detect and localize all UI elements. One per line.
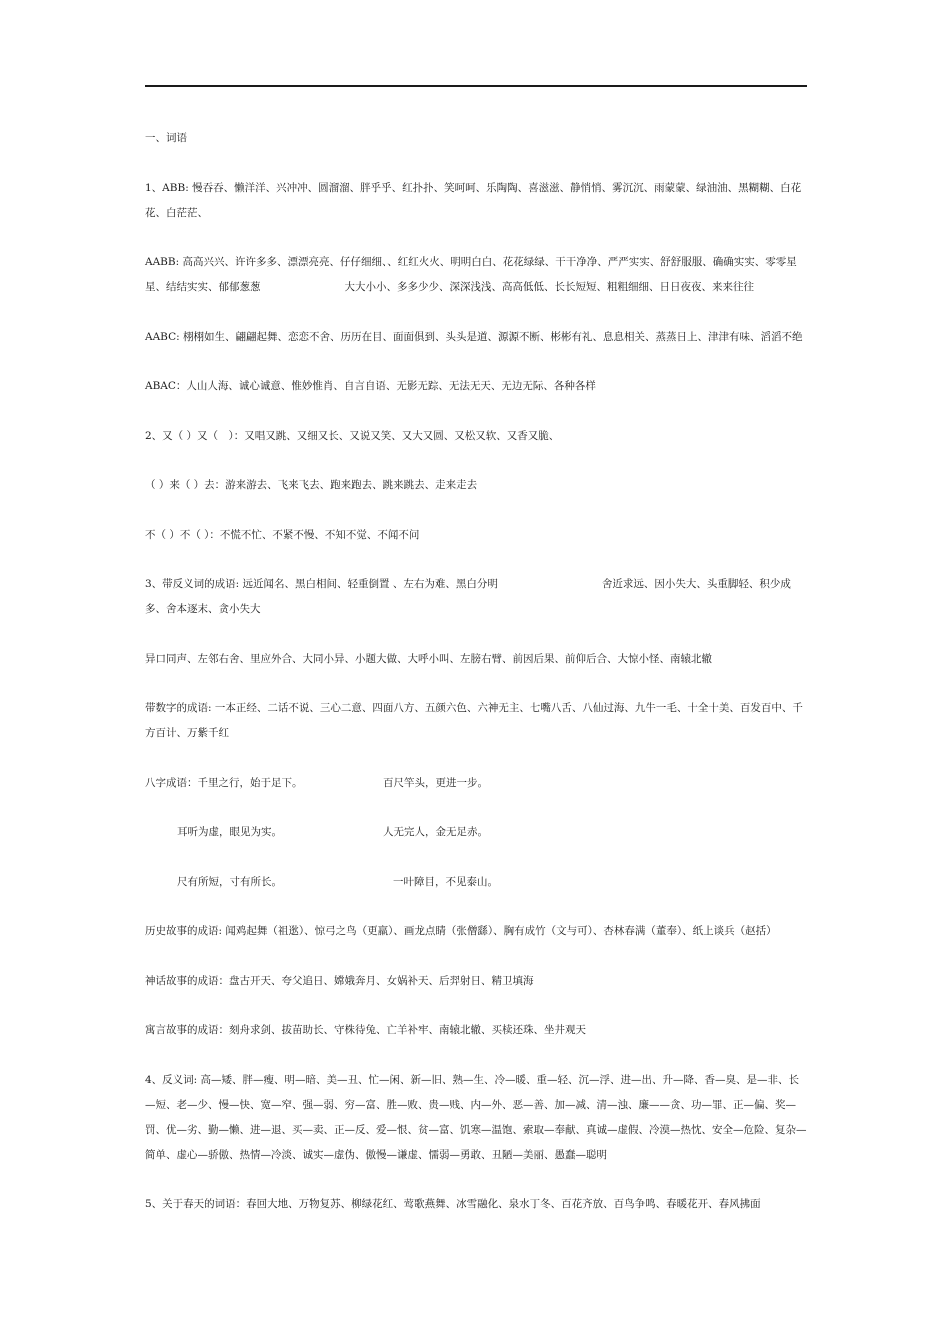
eight-char-item: 耳听为虚，眼见为实。 [177,826,282,838]
aabb-paragraph [145,250,809,300]
antonym-idiom-paragraph [145,572,809,622]
history-idiom-paragraph: 历史故事的成语: 闻鸡起舞（祖逖）、惊弓之鸟（更羸）、画龙点睛（张僧繇）、胸有成竹（文与可）、杏林春满（董奉）、纸上谈兵（赵括） [145,925,777,937]
document-body [145,126,809,1242]
antonym-idiom-paragraph-2: 异口同声、左邻右舍、里应外合、大同小异、小题大做、大呼小叫、左膀右臂、前因后果、前仰后合、大惊小怪、南辕北辙 [145,652,712,665]
myth-idiom-paragraph: 神话故事的成语：盘古开天、夸父追日、嫦娥奔月、女娲补天、后羿射日、精卫填海 [145,974,534,987]
fable-idiom-paragraph: 寓言故事的成语：刻舟求剑、拔苗助长、守株待兔、亡羊补牢、南辕北辙、买椟还珠、坐井观天 [145,1024,586,1036]
bu-bu-paragraph: 不（ ）不（ ）：不慌不忙、不紧不慢、不知不觉、不闻不问 [145,528,420,541]
eight-char-item: 尺有所短，寸有所长。 [177,875,282,888]
aabb-text-1: AABB: 高高兴兴、许许多多、漂漂亮亮、仔仔细细、、红红火火、明明白白、花花绿绿、干干净净、严严实实、舒舒服服、确确实实、零零星星、结结实实、郁郁葱葱 [145,256,797,293]
abac-paragraph: ABAC：人山人海、诚心诚意、惟妙惟肖、自言自语、无影无踪、无法无天、无边无际、各种各样 [145,380,596,392]
lai-qu-paragraph: （ ）来（ ）去：游来游去、飞来飞去、跑来跑去、跳来跳去、走来走去 [145,479,478,491]
antonym-idiom-text-1: 3、带反义词的成语: 远近闻名、黑白相间、轻重倒置 、左右为难、黑白分明 [145,578,498,590]
you-you-paragraph: 2、又（ ）又（ ）：又唱又跳、又细又长、又说又笑、又大又圆、又松又软、又香又脆、 [145,429,560,442]
eight-char-label: 八字成语：千里之行，始于足下。 [145,776,303,789]
eight-char-item: 一叶障目，不见泰山。 [393,875,498,888]
header-rule [145,85,807,87]
eight-char-item: 人无完人，金无足赤。 [383,826,488,838]
eight-char-item: 百尺竿头，更进一步。 [383,776,488,789]
spring-words-paragraph: 5、关于春天的词语：春回大地、万物复苏、柳绿花红、莺歌燕舞、冰雪融化、泉水丁冬、百花齐放、百鸟争鸣、春暖花开、春风拂面 [145,1198,761,1210]
eight-char-line-1 [145,771,809,796]
aabb-text-2: 大大小小、多多少少、深深浅浅、高高低低、长长短短、粗粗细细、日日夜夜、来来往往 [344,281,754,293]
aabc-paragraph: AABC: 栩栩如生、翩翩起舞、恋恋不舍、历历在目、面面俱到、头头是道、源源不断、彬彬有礼、息息相关、蒸蒸日上、津津有味、滔滔不绝 [145,330,803,343]
eight-char-line-2 [145,820,809,845]
eight-char-line-3 [145,870,809,895]
section-heading: 一、词语 [145,132,187,144]
antonym-idiom-text-2: 舍近求远、因小失大、头重脚轻、积少成多、舍本逐末、贪小失大 [145,578,791,615]
abb-paragraph: 1、ABB: 慢吞吞、懒洋洋、兴冲冲、圆溜溜、胖乎乎、红扑扑、笑呵呵、乐陶陶、喜滋滋、静悄悄、雾沉沉、雨蒙蒙、绿油油、黑糊糊、白花花、白茫茫、 [145,181,802,219]
antonyms-paragraph: 4、反义词: 高—矮、胖—瘦、明—暗、美—丑、忙—闲、新—旧、熟—生、冷—暖、重—轻、沉—浮、进—出、升—降、香—臭、是—非、长—短、老—少、慢—快、宽—窄、强—弱、穷—富、胜—败、贵—贱、内—外、恶—善、加—减、清—浊、廉——贪、功—罪、正—偏、奖—罚、优—劣、勤—懒、进—退、买—卖、正—反、爱—恨、贫—富、饥寒—温饱、索取—奉献、真诚—虚假、冷漠—热忱、安全—危险、复杂—简单、虚心—骄傲、热情—冷淡、诚实—虚伪、傲慢—谦虚、懦弱—勇敢、丑陋—美丽、愚蠢—聪明 [145,1073,807,1161]
number-idiom-paragraph: 带数字的成语: 一本正经、二话不说、三心二意、四面八方、五颜六色、六神无主、七嘴八舌、八仙过海、九牛一毛、十全十美、百发百中、千方百计、万紫千红 [145,702,803,739]
